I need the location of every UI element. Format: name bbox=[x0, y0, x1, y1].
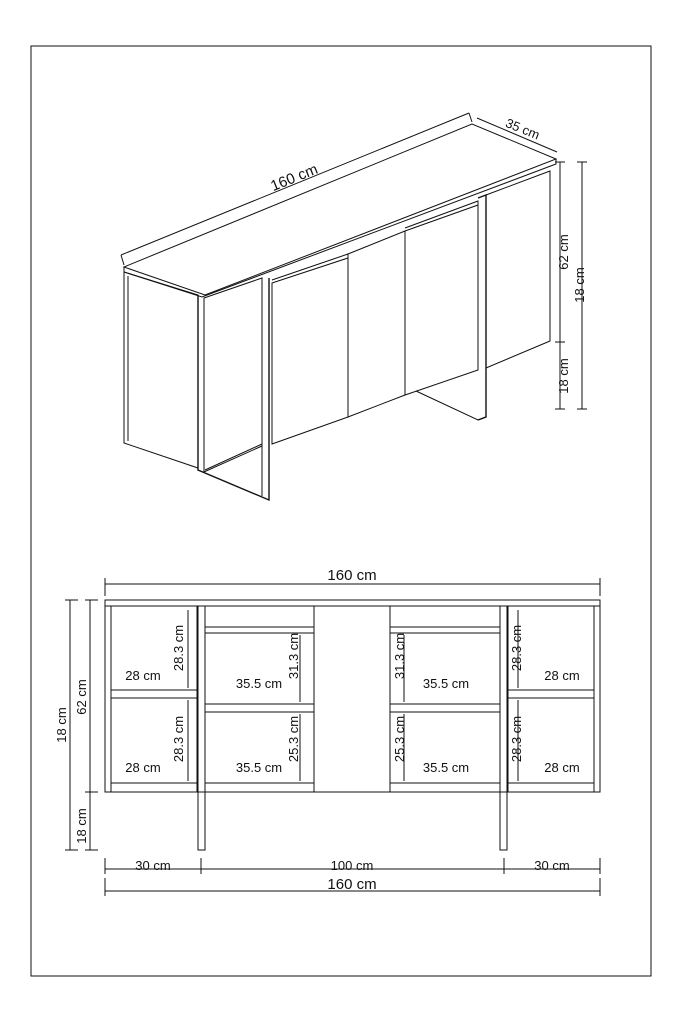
outer-shelf-width-lower-left: 28 cm bbox=[125, 760, 161, 775]
front-right-shelf bbox=[508, 690, 594, 698]
front-right-section-label: 30 cm bbox=[534, 858, 570, 873]
front-inner-right-mid-shelf bbox=[390, 704, 500, 712]
iso-right-side-face bbox=[486, 171, 550, 368]
front-left-bottom-shelf bbox=[111, 783, 197, 792]
front-inner-left-bottom-shelf bbox=[205, 783, 314, 792]
front-inner-right-top-shelf bbox=[390, 627, 500, 633]
iso-center-panel bbox=[348, 231, 405, 417]
front-left-leg bbox=[198, 606, 205, 850]
iso-depth-label: 35 cm bbox=[503, 115, 542, 143]
inner-shelf-height-lower-right: 25.3 cm bbox=[392, 715, 407, 763]
front-view bbox=[54, 567, 600, 896]
iso-left-leg-foot bbox=[205, 444, 262, 470]
inner-shelf-height-upper-left: 31.3 cm bbox=[286, 632, 301, 680]
iso-left-door-top bbox=[272, 254, 348, 280]
front-right-leg bbox=[500, 606, 507, 850]
front-bottom-width-label: 160 cm bbox=[327, 876, 377, 893]
outer-shelf-height-upper-right: 28.3 cm bbox=[509, 624, 524, 672]
outer-shelf-width-upper-right: 28 cm bbox=[544, 668, 580, 683]
front-inner-left-mid-shelf bbox=[205, 704, 314, 712]
iso-right-leg bbox=[478, 195, 486, 420]
inner-shelf-height-lower-left: 25.3 cm bbox=[286, 715, 301, 763]
iso-left-leg bbox=[198, 278, 269, 500]
outer-shelf-height-lower-left: 28.3 cm bbox=[171, 715, 186, 763]
inner-shelf-width-upper-left: 35.5 cm bbox=[235, 676, 283, 691]
iso-left-side-face bbox=[204, 278, 262, 472]
front-inner-left-top-shelf bbox=[205, 627, 314, 633]
front-middle-section-label: 100 cm bbox=[330, 858, 374, 873]
front-top-width-label: 160 cm bbox=[327, 567, 377, 584]
iso-right-door-top bbox=[405, 201, 478, 228]
outer-shelf-width-upper-left: 28 cm bbox=[125, 668, 161, 683]
front-right-bottom-shelf bbox=[508, 783, 594, 792]
iso-right-leg-foot bbox=[416, 391, 486, 420]
front-height-total-label: 62 cm bbox=[74, 679, 89, 715]
iso-top-front-edge bbox=[124, 159, 556, 297]
isometric-view bbox=[121, 113, 587, 500]
front-height-legs-label: 18 cm bbox=[74, 808, 89, 844]
page-border bbox=[31, 46, 651, 976]
inner-shelf-width-lower-right: 35.5 cm bbox=[422, 760, 470, 775]
outer-shelf-height-upper-left: 28.3 cm bbox=[171, 624, 186, 672]
front-left-section-label: 30 cm bbox=[135, 858, 171, 873]
iso-height-body-label: 18 cm bbox=[572, 267, 587, 303]
iso-left-door bbox=[272, 258, 348, 444]
front-height-body-label: 18 cm bbox=[54, 707, 69, 743]
outer-shelf-width-lower-right: 28 cm bbox=[544, 760, 580, 775]
front-top-slab bbox=[105, 600, 600, 606]
iso-top-surface bbox=[124, 124, 556, 295]
front-left-shelf bbox=[111, 690, 197, 698]
front-center-panel bbox=[314, 606, 390, 792]
front-inner-right-bottom-shelf bbox=[390, 783, 500, 792]
iso-right-door bbox=[405, 205, 478, 395]
inner-shelf-height-upper-right: 31.3 cm bbox=[392, 632, 407, 680]
iso-height-legs-label: 18 cm bbox=[556, 358, 571, 394]
iso-width-label: 160 cm bbox=[268, 160, 321, 195]
inner-shelf-width-lower-left: 35.5 cm bbox=[235, 760, 283, 775]
inner-shelf-width-upper-right: 35.5 cm bbox=[422, 676, 470, 691]
iso-height-total-label: 62 cm bbox=[556, 234, 571, 270]
iso-left-panel bbox=[124, 272, 198, 468]
outer-shelf-height-lower-right: 28.3 cm bbox=[509, 715, 524, 763]
